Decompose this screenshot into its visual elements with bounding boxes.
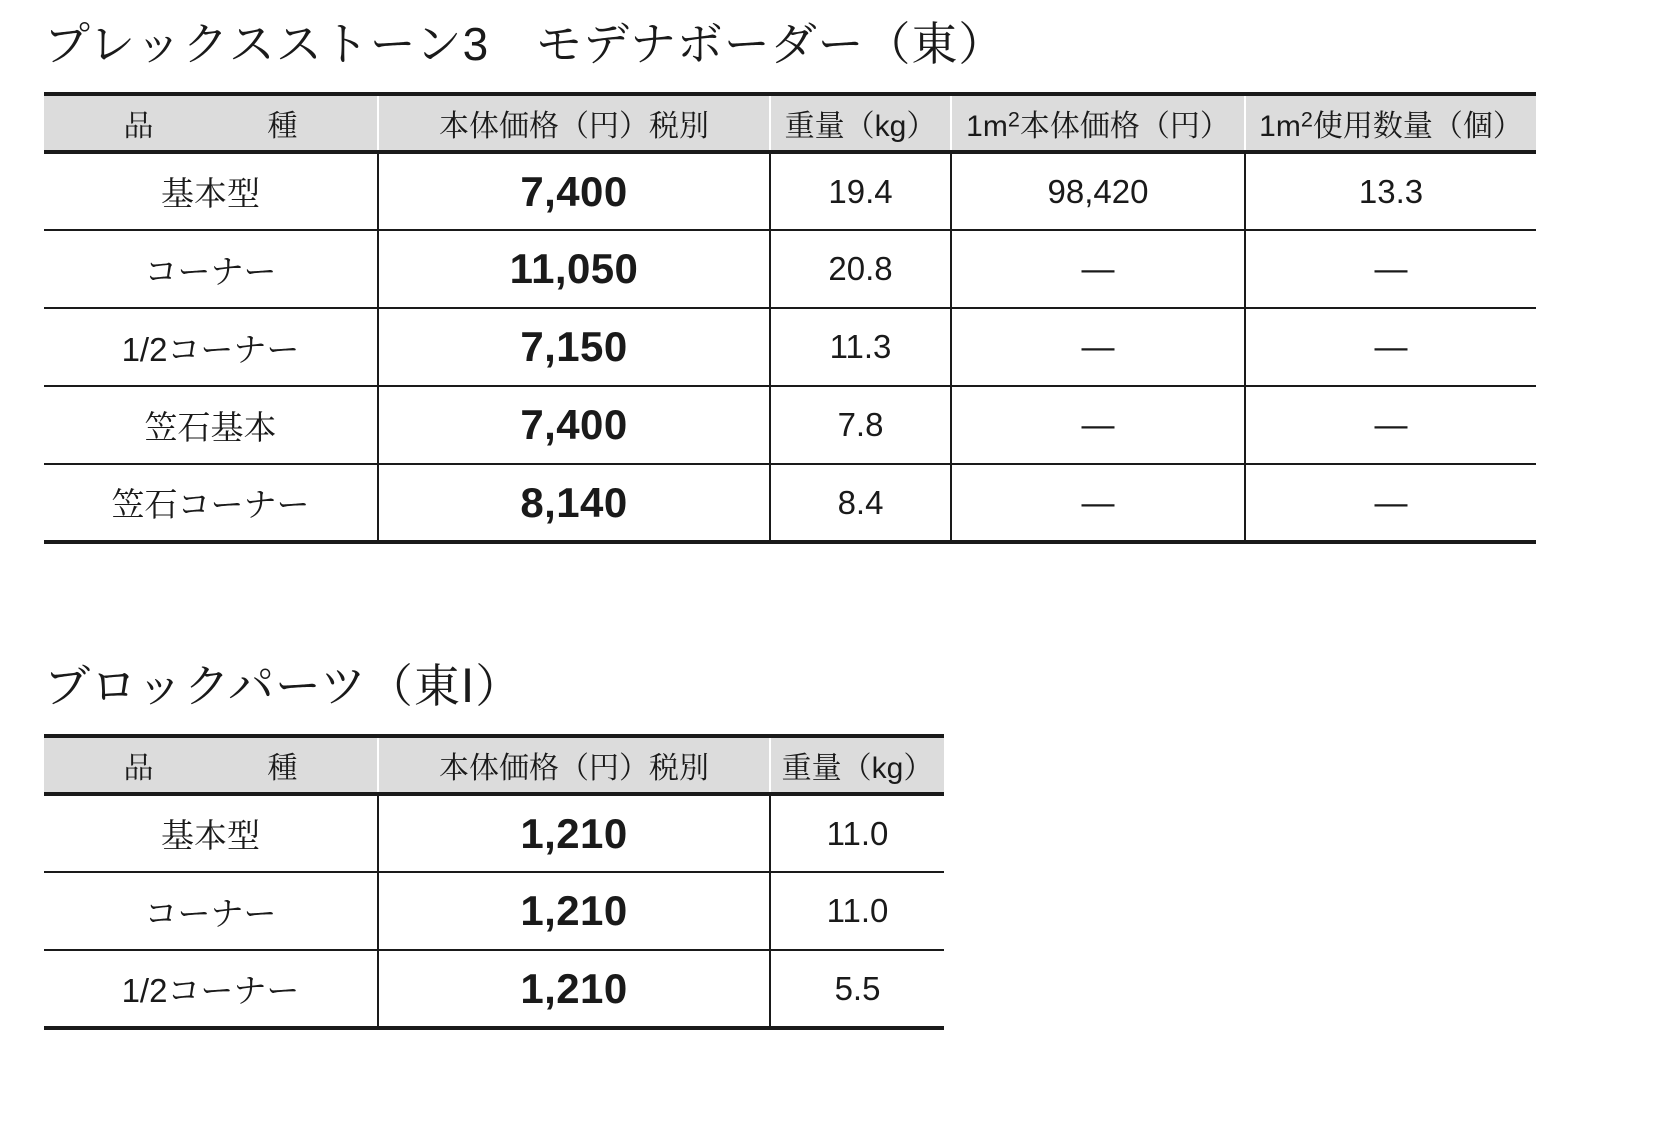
table-row — [44, 152, 1536, 230]
cell-unit-area-count: — — [1245, 464, 1536, 542]
table-row — [44, 872, 944, 950]
table-header — [44, 736, 944, 794]
table-body — [44, 152, 1536, 542]
cell-price: 7,150 — [378, 308, 770, 386]
table-header-row — [44, 94, 1536, 152]
cell-weight: 11.0 — [770, 872, 944, 950]
price-table-block-parts — [44, 734, 944, 1030]
cell-price: 1,210 — [378, 872, 770, 950]
column-header-kind-label: 品 種 — [123, 752, 316, 785]
cell-weight: 8.4 — [770, 464, 951, 542]
unit-area-price-superscript: 2 — [1007, 106, 1020, 132]
cell-weight: 7.8 — [770, 386, 951, 464]
unit-area-count-suffix: 使用数量（個） — [1312, 110, 1523, 143]
column-header-price: 本体価格（円）税別 — [378, 94, 770, 152]
cell-price: 11,050 — [378, 230, 770, 308]
cell-weight: 11.0 — [770, 794, 944, 872]
column-header-unit-area-price — [951, 94, 1245, 152]
table-row — [44, 386, 1536, 464]
table-header — [44, 94, 1536, 152]
cell-kind: 1/2コーナー — [44, 308, 378, 386]
cell-unit-area-price: — — [951, 386, 1245, 464]
unit-area-price-suffix: 本体価格（円） — [1019, 110, 1230, 143]
section-title: プレックスストーン3 モデナボーダー（東） — [44, 18, 1006, 70]
cell-kind: 1/2コーナー — [44, 950, 378, 1028]
cell-weight: 5.5 — [770, 950, 944, 1028]
section-block-parts — [44, 650, 944, 1030]
price-table-plexstone3 — [44, 92, 1536, 544]
section-title: ブロックパーツ（東Ⅰ） — [44, 660, 523, 712]
cell-unit-area-price: 98,420 — [951, 152, 1245, 230]
unit-area-count-superscript: 2 — [1300, 106, 1313, 132]
cell-unit-area-count: 13.3 — [1245, 152, 1536, 230]
cell-unit-area-price: — — [951, 230, 1245, 308]
table-row — [44, 794, 944, 872]
unit-area-price-prefix: 1m — [966, 110, 1008, 143]
cell-unit-area-price: — — [951, 464, 1245, 542]
cell-weight: 20.8 — [770, 230, 951, 308]
column-header-kind — [44, 736, 378, 794]
cell-unit-area-price: — — [951, 308, 1245, 386]
column-header-price: 本体価格（円）税別 — [378, 736, 770, 794]
table-header-row — [44, 736, 944, 794]
cell-kind: 基本型 — [44, 152, 378, 230]
table-row — [44, 464, 1536, 542]
column-header-kind — [44, 94, 378, 152]
cell-unit-area-count: — — [1245, 308, 1536, 386]
cell-price: 1,210 — [378, 950, 770, 1028]
unit-area-count-prefix: 1m — [1259, 110, 1301, 143]
column-header-weight: 重量（kg） — [770, 94, 951, 152]
cell-kind: コーナー — [44, 230, 378, 308]
column-header-kind-label: 品 種 — [123, 110, 316, 143]
table-row — [44, 950, 944, 1028]
cell-unit-area-count: — — [1245, 386, 1536, 464]
cell-weight: 19.4 — [770, 152, 951, 230]
cell-unit-area-count: — — [1245, 230, 1536, 308]
cell-price: 7,400 — [378, 386, 770, 464]
table-body — [44, 794, 944, 1028]
table-row — [44, 230, 1536, 308]
column-header-unit-area-count — [1245, 94, 1536, 152]
cell-weight: 11.3 — [770, 308, 951, 386]
cell-price: 1,210 — [378, 794, 770, 872]
cell-price: 8,140 — [378, 464, 770, 542]
cell-kind: コーナー — [44, 872, 378, 950]
cell-kind: 笠石コーナー — [44, 464, 378, 542]
cell-kind: 笠石基本 — [44, 386, 378, 464]
cell-kind: 基本型 — [44, 794, 378, 872]
cell-price: 7,400 — [378, 152, 770, 230]
column-header-weight: 重量（kg） — [770, 736, 944, 794]
section-plexstone3 — [44, 8, 1536, 544]
table-row — [44, 308, 1536, 386]
